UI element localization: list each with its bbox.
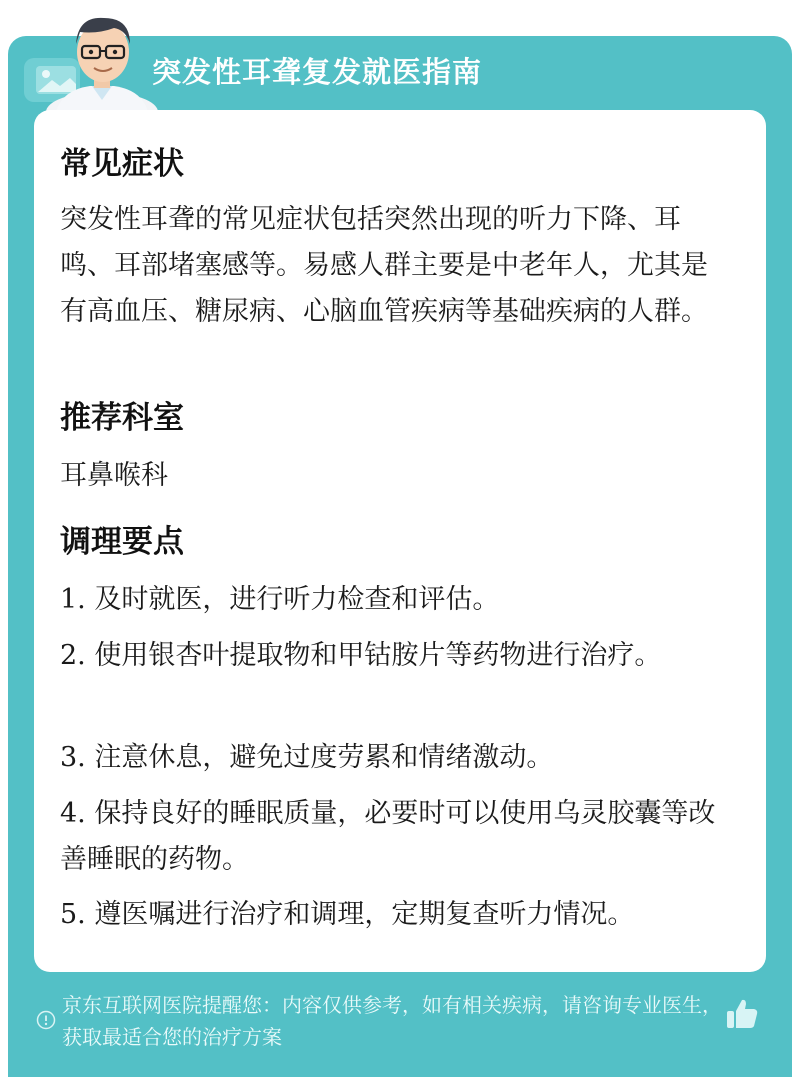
care-item-text: 使用银杏叶提取物和甲钴胺片等药物进行治疗。: [94, 640, 662, 671]
care-item-text: 注意休息，避免过度劳累和情绪激动。: [94, 742, 554, 773]
thumbs-up-icon[interactable]: [724, 996, 760, 1032]
footer-disclaimer: 京东互联网医院提醒您：内容仅供参考，如有相关疾病，请咨询专业医生，获取最适合您的治疗方案: [62, 993, 722, 1049]
care-list-item: [60, 892, 732, 938]
care-item-text: 遵医嘱进行治疗和调理，定期复查听力情况。: [94, 899, 635, 930]
page-title: 突发性耳聋复发就医指南: [152, 55, 483, 89]
care-heading: 调理要点: [60, 524, 184, 560]
care-list-item: [60, 577, 732, 623]
symptoms-heading: 常见症状: [60, 146, 184, 182]
care-item-number: 3.: [60, 742, 86, 773]
department-heading: 推荐科室: [60, 400, 184, 436]
care-item-number: 5.: [60, 899, 86, 930]
doctor-avatar-icon: [42, 8, 162, 112]
department-text: 耳鼻喉科: [60, 460, 168, 491]
info-icon: [36, 1010, 56, 1030]
symptoms-text: 突发性耳聋的常见症状包括突然出现的听力下降、耳鸣、耳部堵塞感等。易感人群主要是中老年人，尤其是有高血压、糖尿病、心脑血管疾病等基础疾病的人群。: [60, 204, 708, 327]
care-item-text: 保持良好的睡眠质量，必要时可以使用乌灵胶囊等改善睡眠的药物。: [60, 798, 716, 875]
care-item-number: 2.: [60, 640, 86, 671]
care-item-number: 1.: [60, 584, 86, 615]
care-list-item: [60, 791, 732, 883]
care-item-text: 及时就医，进行听力检查和评估。: [94, 584, 500, 615]
care-list-item: [60, 633, 732, 679]
care-list-item: [60, 735, 732, 781]
care-item-number: 4.: [60, 798, 86, 829]
